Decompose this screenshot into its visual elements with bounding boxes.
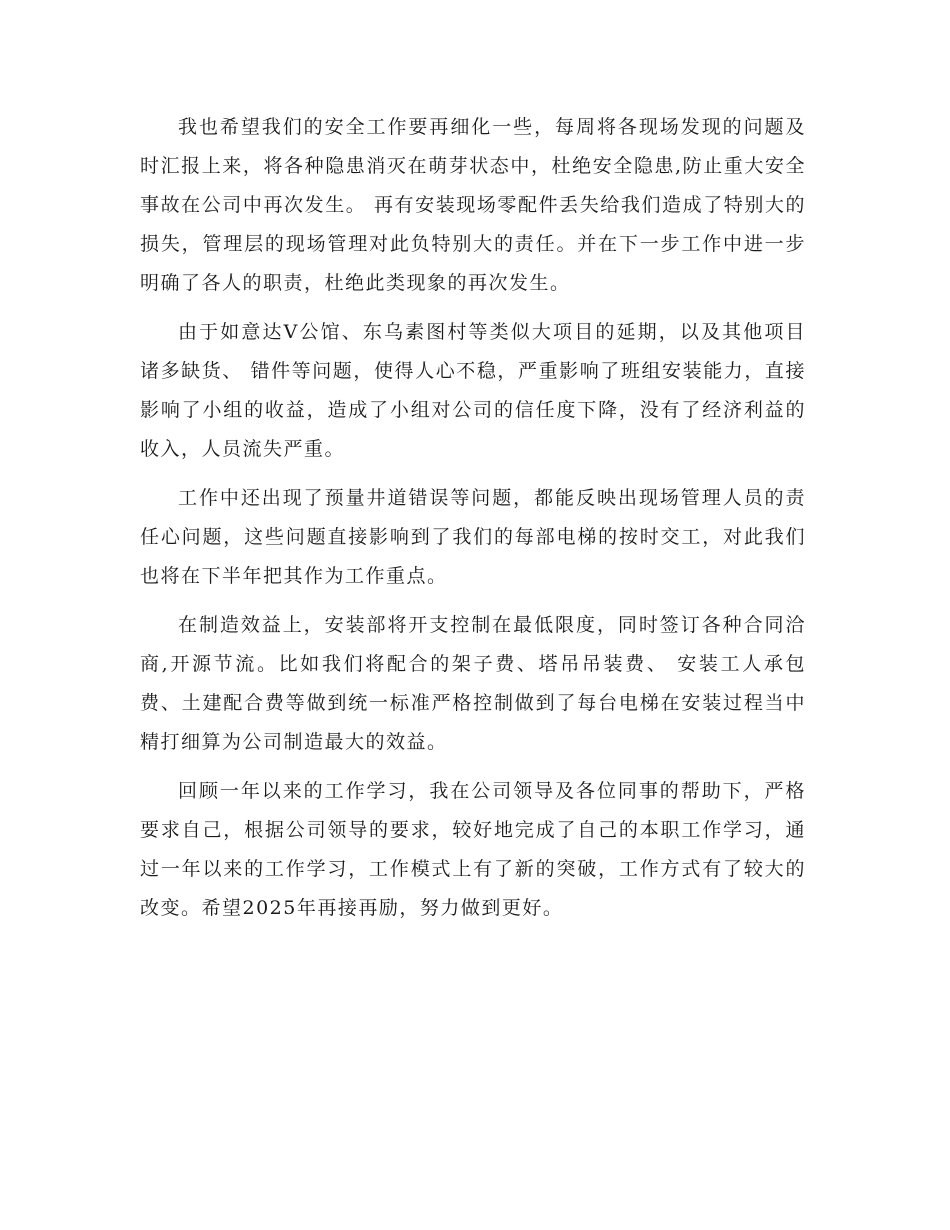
paragraph-review: 回顾一年以来的工作学习，我在公司领导及各位同事的帮助下，严格要求自己，根据公司领导的要求，较好地完成了自己的本职工作学习，通过一年以来的工作学习，工作模式上有了新的突破，工作方式有了较大的改变。希望2025年再接再励，努力做到更好。 [140, 780, 806, 919]
document-body [140, 108, 806, 938]
paragraph-safety: 我也希望我们的安全工作要再细化一些，每周将各现场发现的问题及时汇报上来，将各种隐患消灭在萌芽状态中，杜绝安全隐患,防止重大安全事故在公司中再次发生。 再有安装现场零配件丢失给我们造成了特别大的损失，管理层的现场管理对此负特别大的责任。并在下一步工作中进一步明确了各人的职责，杜绝此类现象的再次发生。 [140, 116, 806, 294]
paragraph-project-delays: 由于如意达Ⅴ公馆、东乌素图村等类似大项目的延期，以及其他项目诸多缺货、 错件等问题，使得人心不稳，严重影响了班组安装能力，直接影响了小组的收益，造成了小组对公司的信任度下降，没有了经济利益的收入，人员流失严重。 [140, 321, 806, 460]
paragraph-efficiency: 在制造效益上，安装部将开支控制在最低限度，同时签订各种合同洽商,开源节流。比如我们将配合的架子费、塔吊吊装费、 安装工人承包费、土建配合费等做到统一标准严格控制做到了每台电梯在安装过程当中精打细算为公司制造最大的效益。 [140, 614, 806, 753]
paragraph-shaft-errors: 工作中还出现了预量井道错误等问题，都能反映出现场管理人员的责任心问题，这些问题直接影响到了我们的每部电梯的按时交工，对此我们也将在下半年把其作为工作重点。 [140, 487, 806, 587]
